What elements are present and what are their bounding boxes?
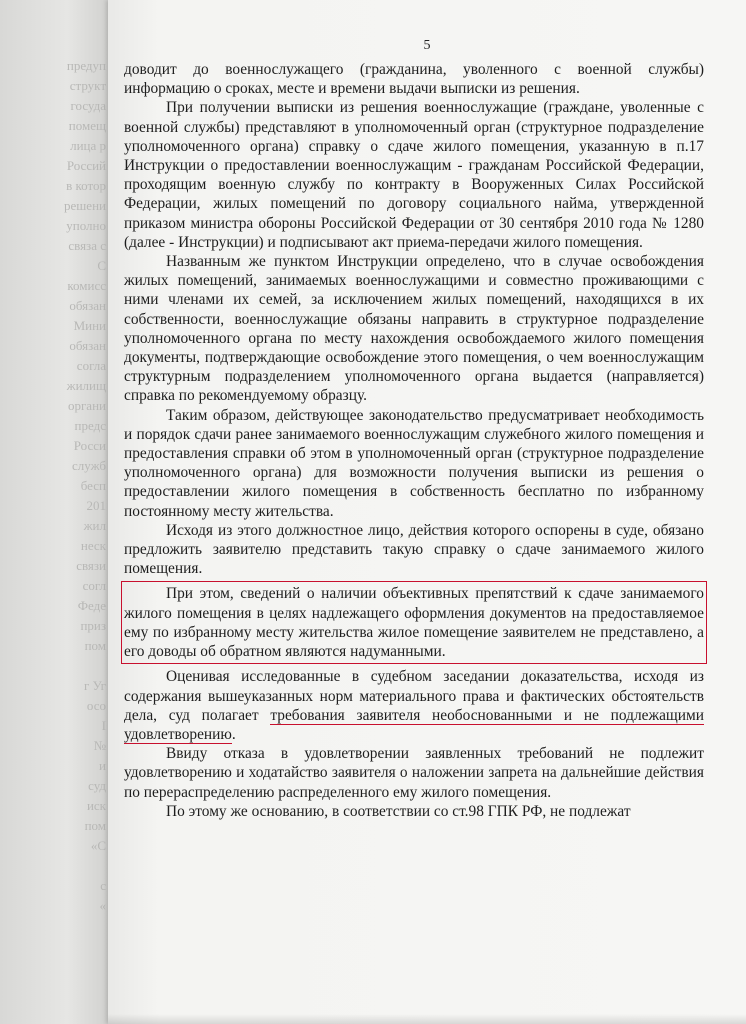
- adjacent-page-strip: [0, 0, 112, 1024]
- page-bottom-shadow: [108, 1014, 746, 1024]
- paragraph-2: При получении выписки из решения военнослужащие (граждане, уволенные с военной службы) представляют в уполномоченный орган (структурное подразделение уполномоченного органа) справку о сдаче жилого помещения, указанную в п.17 Инструкции о предоставлении военнослужащим - гражданам Российской Федерации, проходящим военную службу по контракту в Вооруженных Силах Российской Федерации, жилых помещений по договору социального найма, утвержденной приказом министра обороны Российской Федерации от 30 сентября 2010 года № 1280 (далее - Инструкции) и подписывают акт приема-передачи жилого помещения.: [124, 99, 704, 251]
- paragraph-8: Ввиду отказа в удовлетворении заявленных требований не подлежит удовлетворению и ходатайство заявителя о наложении запрета на дальнейшие действия по перераспределению распределенного ему жилого помещения.: [124, 745, 704, 801]
- document-page: [108, 0, 746, 1024]
- paragraph-7-end: .: [231, 725, 236, 743]
- paragraph-1: доводит до военнослужащего (гражданина, уволенного с военной службы) информацию о сроках, месте и времени выдачи выписки из решения.: [124, 61, 704, 98]
- paragraph-9: По этому же основанию, в соответствии со ст.98 ГПК РФ, не подлежат: [166, 802, 631, 820]
- paragraph-5: Исходя из этого должностное лицо, действия которого оспорены в суде, обязано предложить заявителю представить такую справку о сдаче занимаемого жилого помещения.: [124, 521, 704, 578]
- page-number: 5: [423, 38, 431, 53]
- paragraph-4: Таким образом, действующее законодательство предусматривает необходимость и порядок сдачи ранее занимаемого военнослужащим служебного жилого помещения и предоставления справки об этом в уполномоченный орган (структурное подразделение уполномоченного органа) для возможности получения выписки из решения о предоставлении жилого помещения в собственность бесплатно по избранному постоянному месту жительства.: [124, 406, 704, 520]
- document-body: [124, 60, 704, 821]
- paragraph-7: [124, 667, 704, 744]
- adjacent-page-ghost-text: предуп структ госуда помещ лица р Россий в котор решени уполно связа с С комисс обязан Мини обязан согла жилищ органи предс Росси служб бесп 201 жил неск связи согл Феде приз пом г Уг осо I № и суд иск пом «С с «: [64, 58, 106, 913]
- highlighted-paragraph-boxed: При этом, сведений о наличии объективных препятствий к сдаче занимаемого жилого помещения в целях надлежащего оформления документов на предоставляемое ему по избранному месту жительства жилое помещение заявителем не представлено, а его доводы об обратном являются надуманными.: [124, 585, 704, 661]
- underlined-conclusion: требования заявителя необоснованными и не подлежащими удовлетворению: [124, 706, 704, 743]
- paragraph-7-text: Оценивая исследованные в судебном заседании доказательства, исходя из содержания вышеуказанных норм материального права и фактических обстоятельств дела, суд полагает: [124, 668, 704, 724]
- paragraph-3: Названным же пунктом Инструкции определено, что в случае освобождения жилых помещений, занимаемых военнослужащими и совместно проживающими с ними членами их семей, за исключением жилых помещений, находящихся в их собственности, военнослужащие обязаны направить в структурное подразделение уполномоченного органа по месту нахождения освобождаемого жилого помещения документы, подтверждающие освобождение этого помещения, о чем военнослужащим структурным подразделением уполномоченного органа выдается (направляется) справка по рекомендуемому образцу.: [124, 253, 704, 405]
